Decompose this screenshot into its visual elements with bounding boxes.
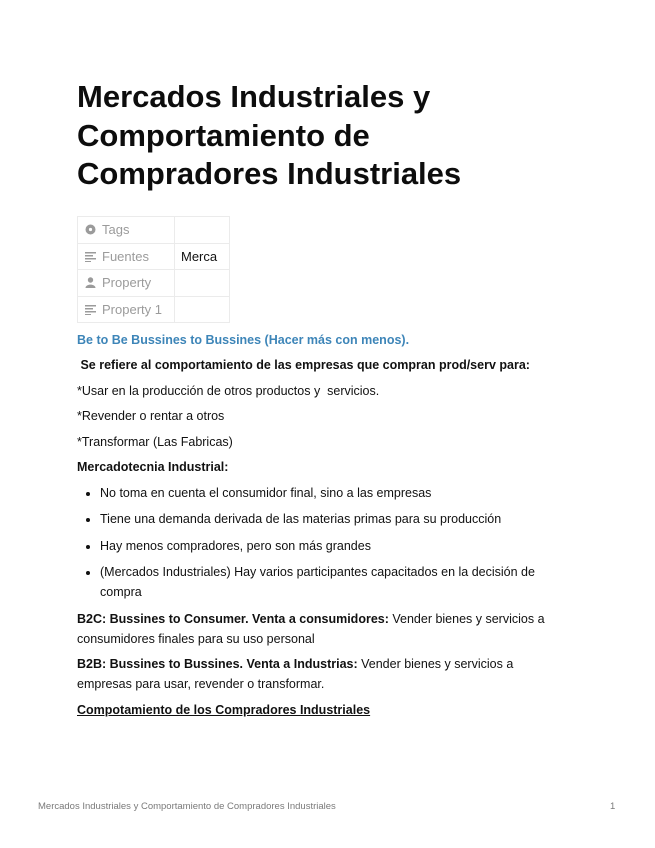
b2b-label: B2B: Bussines to Bussines. Venta a Industrias: (77, 657, 358, 671)
property-row-property-1 (78, 296, 230, 323)
property-value[interactable] (175, 217, 230, 244)
document-body (77, 355, 567, 725)
property-name-cell (78, 296, 175, 323)
final-heading: Compotamiento de los Compradores Industriales (77, 702, 371, 717)
page-title: Mercados Industriales y Comportamiento de Compradores Industriales (77, 79, 462, 191)
property-label: Fuentes (102, 248, 149, 264)
property-name-cell (78, 217, 175, 244)
list-item: • Tiene una demanda derivada de las materias primas para su producción (100, 509, 567, 529)
text-lines-icon (85, 251, 96, 262)
property-label: Tags (102, 222, 130, 238)
use-item: *Revender o rentar a otros (77, 409, 225, 423)
section-heading: Mercadotecnia Industrial: (77, 460, 229, 474)
property-value[interactable] (175, 270, 230, 297)
properties-table (77, 216, 230, 323)
person-icon (85, 277, 96, 288)
b2c-label: B2C: Bussines to Consumer. Venta a consumidores: (77, 611, 389, 626)
property-row-fuentes (78, 243, 230, 270)
use-item: *Transformar (Las Fabricas) (77, 434, 233, 449)
b2c-paragraph (77, 609, 567, 649)
intro-paragraph: Se refiere al comportamiento de las empresas que compran prod/serv para: (77, 358, 530, 372)
page-number: 1 (610, 801, 616, 812)
property-label: Property (102, 275, 152, 291)
list-item: • Hay menos compradores, pero son más grandes (100, 536, 567, 556)
property-value[interactable] (175, 296, 230, 323)
footer-title: Mercados Industriales y Comportamiento de Compradores Industriales (38, 801, 336, 812)
text-lines-icon (85, 304, 96, 315)
property-value[interactable]: Merca (175, 243, 230, 270)
property-name-cell (78, 243, 175, 270)
lead-link[interactable]: Be to Be Bussines to Bussines (Hacer más con menos). (77, 333, 410, 347)
bullet-list (77, 483, 567, 603)
tag-icon (85, 224, 96, 235)
property-row-tags (78, 217, 230, 244)
property-label: Property 1 (102, 301, 162, 317)
list-item: • No toma en cuenta el consumidor final, sino a las empresas (100, 483, 567, 503)
b2c-text: Vender bienes y servicios a consumidores finales para su uso personal (77, 611, 545, 646)
b2b-paragraph (77, 654, 567, 694)
property-name-cell (78, 270, 175, 297)
list-item: • (Mercados Industriales) Hay varios participantes capacitados en la decisión de compra (100, 562, 567, 602)
b2b-text: Vender bienes y servicios a empresas para usar, revender o transformar. (77, 657, 514, 691)
use-item: *Usar en la producción de otros productos y servicios. (77, 383, 380, 398)
property-row-property (78, 270, 230, 297)
